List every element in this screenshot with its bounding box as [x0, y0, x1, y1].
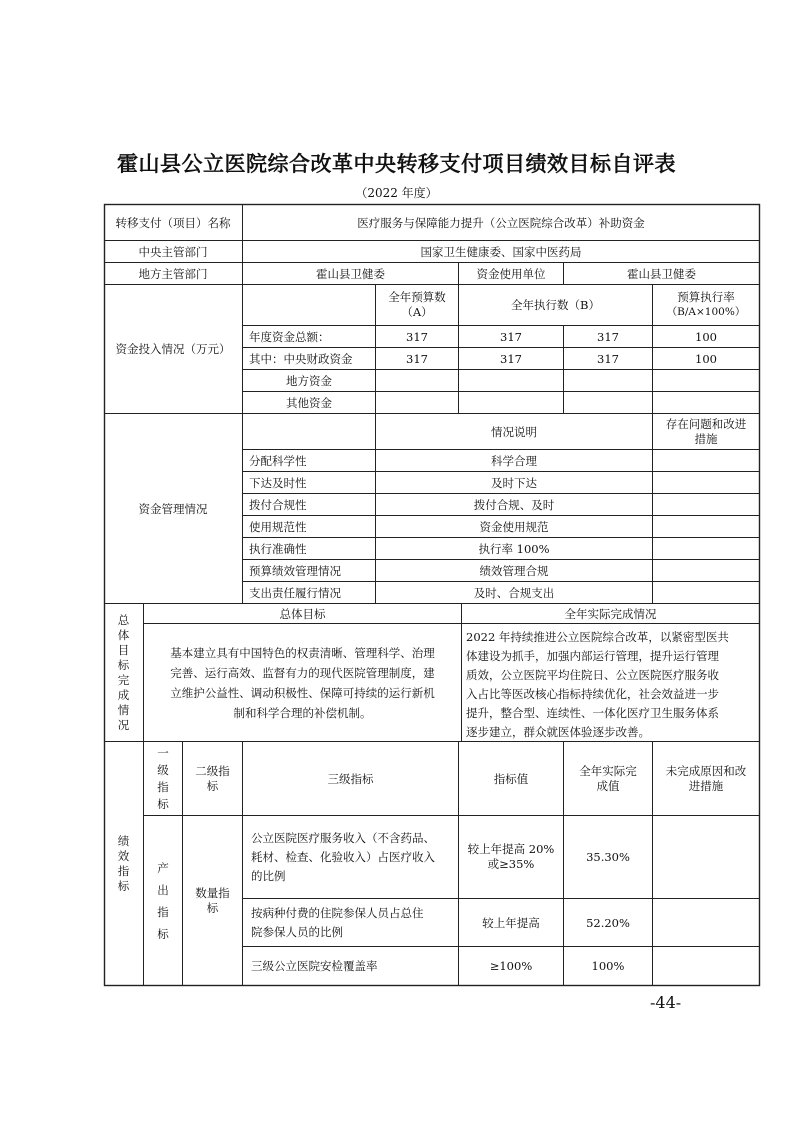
funding-row-exec: 317	[500, 351, 522, 366]
local-dept-value: 霍山县卫健委	[316, 266, 385, 281]
management-label: 资金管理情况	[138, 501, 208, 516]
done-text: 2022 年持续推进公立医院综合改革，以紧密型医共 体建设为抓手，加强内部运行管理，提升运行管理 质效，公立医院平均住院日、公立医院医疗服务收 入占比等医改核心指标持续优化，社会效益进一步 提升，整合型、连续性、一体化医疗卫生服务体系 逐步建立，群众就医体验逐步改善。	[466, 630, 729, 739]
indicator-actual: 100%	[591, 959, 625, 973]
management-item: 下达及时性	[249, 475, 307, 490]
indicators-label: 绩 效 指 标	[117, 833, 130, 893]
central-dept-label: 中央主管部门	[138, 244, 208, 259]
management-item: 分配科学性	[249, 453, 307, 468]
indicator-value: 较上年提高	[482, 915, 540, 930]
value-header: 指标值	[493, 771, 529, 786]
indicator-value: 较上年提高 20% 或≥35%	[467, 842, 555, 871]
management-desc: 及时下达	[491, 475, 537, 490]
management-desc: 绩效管理合规	[479, 563, 549, 578]
goal-text: 基本建立具有中国特色的权责清晰、管理科学、治理 完善、运行高效、监督有力的现代医院管理制度，建 立维护公益性、调动积极性、保障可持续的运行新机 制和科学合理的补偿机制。	[170, 645, 435, 720]
indicator-actual: 35.30%	[586, 850, 630, 864]
l3-item: 按病种付费的住院参保人员占总住 院参保人员的比例	[251, 905, 424, 939]
page-title: 霍山县公立医院综合改革中央转移支付项目绩效目标自评表	[117, 151, 676, 176]
done-header: 全年实际完成情况	[564, 606, 657, 621]
management-desc: 执行率 100%	[478, 541, 550, 556]
funding-row-exec: 317	[597, 329, 619, 344]
l3-item: 三级公立医院安检覆盖率	[251, 959, 378, 973]
funding-row-rate: 100	[695, 351, 717, 366]
exec-header: 全年执行数（B）	[511, 298, 600, 312]
funding-row-rate: 100	[695, 329, 717, 344]
indicator-actual: 52.20%	[586, 915, 630, 930]
funding-row-label: 年度资金总额：	[249, 329, 330, 344]
funding-row-budget: 317	[406, 329, 428, 344]
l2-quantity: 数量指 标	[195, 885, 230, 915]
funding-label: 资金投入情况（万元）	[115, 342, 231, 356]
year-subtitle: （2022 年度）	[355, 186, 438, 200]
management-desc: 科学合理	[491, 453, 537, 468]
project-label: 转移支付（项目）名称	[115, 215, 231, 230]
funding-row-exec: 317	[500, 329, 522, 344]
management-item: 预算绩效管理情况	[249, 563, 341, 578]
l1-output: 产 出 指 标	[157, 860, 169, 941]
l3-header: 三级指标	[327, 771, 374, 786]
desc-header: 情况说明	[491, 424, 537, 439]
local-dept-label: 地方主管部门	[138, 266, 208, 281]
indicator-value: ≥100%	[489, 959, 533, 973]
overall-label: 总 体 目 标 完 成 情 况	[117, 612, 130, 732]
management-desc: 资金使用规范	[479, 519, 549, 534]
page-number: -44-	[650, 993, 682, 1012]
budget-header: 全年预算数 （A）	[388, 290, 446, 319]
management-desc: 及时、合规支出	[473, 585, 555, 600]
management-desc: 拨付合规、及时	[473, 497, 555, 512]
management-item: 使用规范性	[249, 519, 307, 534]
l1-header: 一 级 指 标	[157, 745, 169, 811]
management-item: 执行准确性	[249, 541, 307, 556]
issue-header: 存在问题和改进 措施	[665, 416, 747, 446]
reason-header: 未完成原因和改 进措施	[665, 763, 747, 793]
goal-header: 总体目标	[279, 606, 326, 621]
l3-item: 公立医院医疗服务收入（不含药品、 耗材、检查、化验收入）占医疗收入 的比例	[251, 830, 435, 883]
central-dept-value: 国家卫生健康委、国家中医药局	[420, 244, 582, 259]
fund-unit-label: 资金使用单位	[476, 266, 546, 281]
management-item: 支出责任履行情况	[249, 585, 341, 600]
fund-unit-value: 霍山县卫健委	[627, 266, 696, 281]
funding-row-label: 地方资金	[286, 373, 332, 388]
management-item: 拨付合规性	[249, 497, 307, 512]
funding-row-label: 其他资金	[286, 395, 332, 410]
funding-row-budget: 317	[406, 351, 428, 366]
l2-header: 二级指 标	[195, 763, 230, 793]
project-value: 医疗服务与保障能力提升（公立医院综合改革）补助资金	[357, 215, 645, 230]
rate-header: 预算执行率 （B/A×100%）	[666, 290, 746, 318]
actual-header: 全年实际完 成值	[579, 763, 637, 793]
funding-row-label: 其中：中央财政资金	[249, 351, 353, 366]
funding-row-exec: 317	[597, 351, 619, 366]
